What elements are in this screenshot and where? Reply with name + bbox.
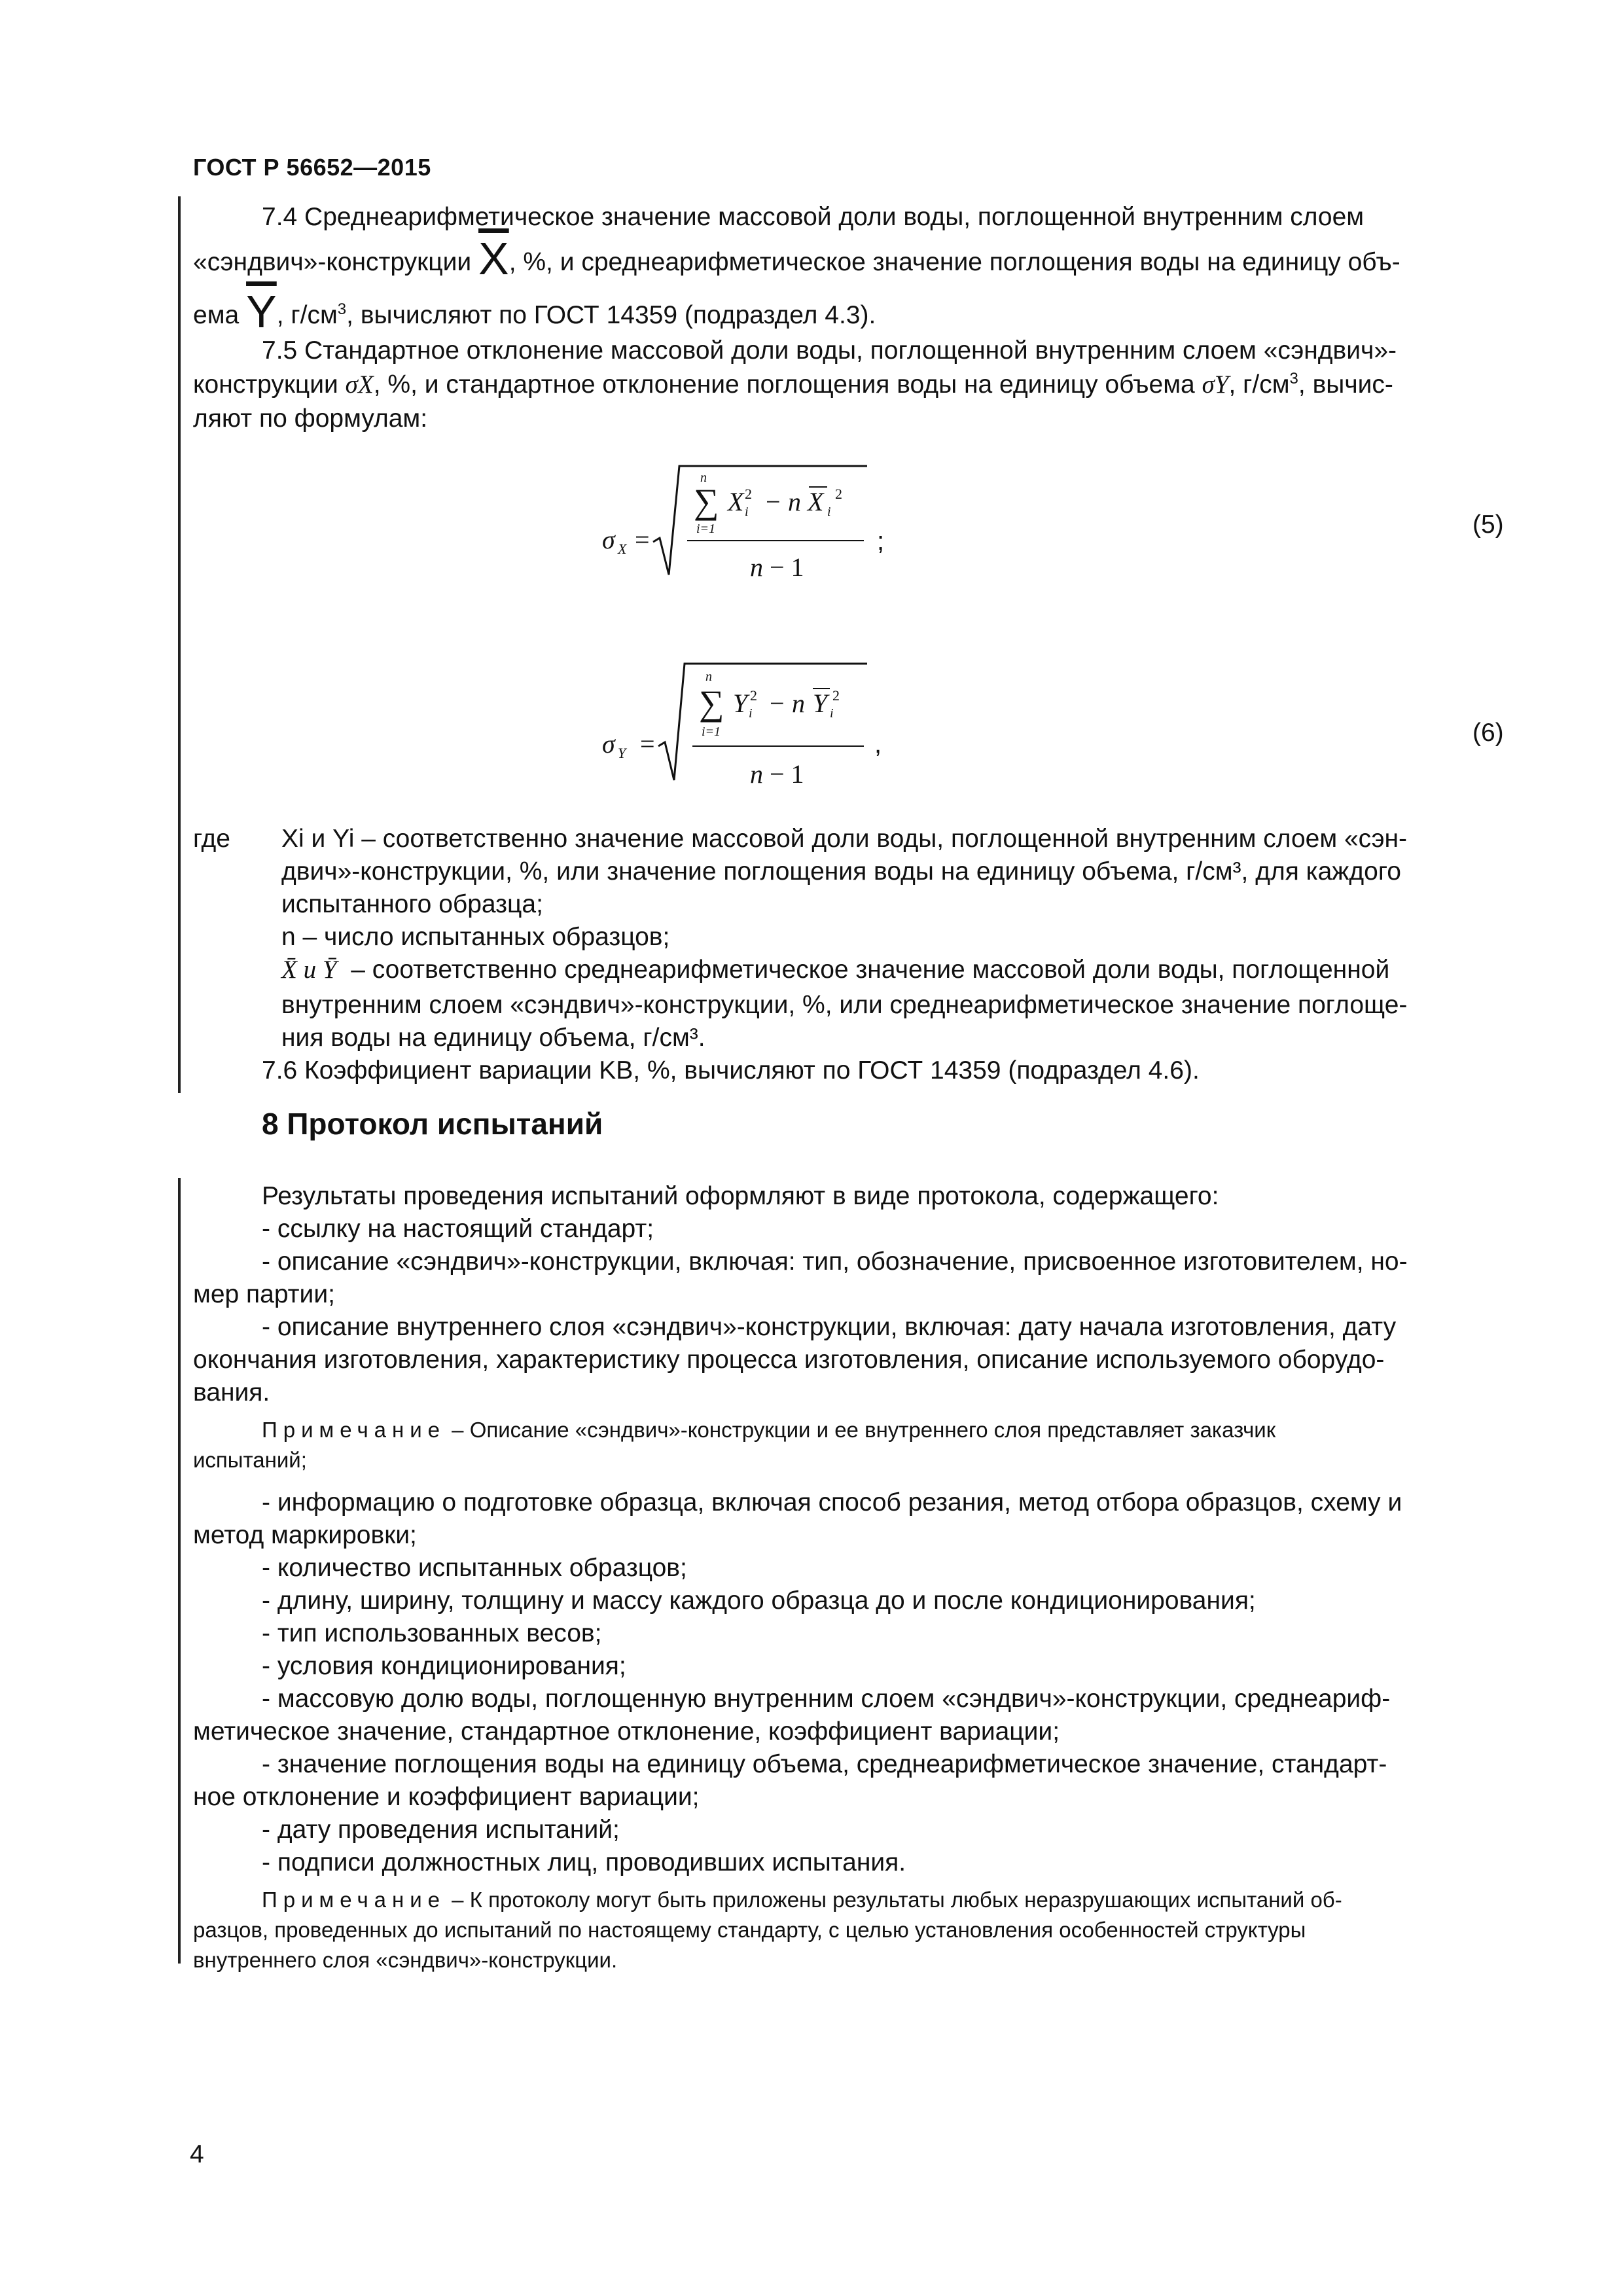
- svg-text:2: 2: [832, 687, 840, 704]
- svg-text:i=1: i=1: [696, 522, 716, 536]
- p76: 7.6 Коэффициент вариации KB, %, вычисляют по ГОСТ 14359 (подраздел 4.6).: [262, 1056, 1200, 1085]
- p75-line1: 7.5 Стандартное отклонение массовой доли воды, поглощенной внутренним слоем «сэндвич»-: [262, 336, 1397, 365]
- s8-intro: Результаты проведения испытаний оформляют в виде протокола, содержащего:: [262, 1182, 1219, 1210]
- s8-item: - описание «сэндвич»-конструкции, включая: тип, обозначение, присвоенное изготовителем, но-: [262, 1247, 1408, 1276]
- change-bar: [178, 622, 181, 1093]
- svg-text:Y: Y: [813, 689, 828, 718]
- where-d2: n – число испытанных образцов;: [281, 923, 670, 951]
- s8-item: - количество испытанных образцов;: [262, 1554, 687, 1582]
- formula-5: [576, 458, 903, 589]
- svg-text:,: ,: [874, 730, 882, 759]
- x-bar-symbol: $\overline{X}$: [478, 233, 509, 284]
- svg-text:2: 2: [745, 486, 752, 502]
- p74-line2: «сэндвич»-конструкции $\overline{X}$, %, и среднеарифметическое значение поглощения воды на единицу объ-: [193, 233, 1400, 284]
- svg-text:σ: σ: [602, 729, 615, 759]
- where-d3-line2: внутренним слоем «сэндвич»-конструкции, %, или среднеарифметическое значение поглоще-: [281, 991, 1408, 1019]
- svg-text:i: i: [749, 706, 753, 721]
- page-header: ГОСТ Р 56652—2015: [193, 154, 431, 181]
- s8-item: - длину, ширину, толщину и массу каждого образца до и после кондиционирования;: [262, 1587, 1256, 1615]
- s8-item-cont: вания.: [193, 1378, 270, 1407]
- s8-item: - ссылку на настоящий стандарт;: [262, 1215, 654, 1243]
- s8-item: - условия кондиционирования;: [262, 1652, 626, 1680]
- section-8-heading: 8 Протокол испытаний: [262, 1107, 603, 1141]
- svg-text:=: =: [640, 729, 655, 759]
- svg-text:−: −: [770, 689, 785, 718]
- s8-item-cont: мер партии;: [193, 1280, 335, 1308]
- svg-text:X: X: [618, 541, 627, 557]
- note-2-line2: разцов, проведенных до испытаний по настоящему стандарту, с целью установления особенностей структуры: [193, 1918, 1306, 1942]
- s8-item-cont: окончания изготовления, характеристику процесса изготовления, описание используемого оборудо-: [193, 1346, 1385, 1374]
- s8-item-cont: метод маркировки;: [193, 1521, 417, 1549]
- change-bar: [178, 1178, 181, 1964]
- svg-text:2: 2: [835, 486, 842, 502]
- y-bar-symbol: $\overline{Y}$: [246, 286, 277, 337]
- svg-text:i: i: [827, 505, 831, 519]
- s8-item: - подписи должностных лиц, проводивших испытания.: [262, 1848, 906, 1876]
- svg-text:n: n: [700, 471, 707, 485]
- svg-text:i: i: [830, 706, 834, 721]
- s8-item: - значение поглощения воды на единицу объема, среднеарифметическое значение, стандарт-: [262, 1750, 1387, 1778]
- s8-item: - массовую долю воды, поглощенную внутренним слоем «сэндвич»-конструкции, среднеариф-: [262, 1685, 1391, 1713]
- note-2-line3: внутреннего слоя «сэндвич»-конструкции.: [193, 1948, 618, 1972]
- s8-item: - тип использованных весов;: [262, 1619, 602, 1647]
- formula-6: [576, 655, 903, 792]
- note-2: Примечание – К протоколу могут быть приложены результаты любых неразрушающих испытаний об-: [262, 1888, 1342, 1912]
- formula-6-number: (6): [1472, 719, 1504, 747]
- where-d3-line1: X̄ и Ȳ – соответственно среднеарифметическое значение массовой доли воды, поглощенной: [281, 956, 1390, 984]
- svg-text:− 1: − 1: [770, 759, 804, 789]
- svg-text:n: n: [792, 689, 805, 718]
- where-d1-line3: испытанного образца;: [281, 890, 543, 918]
- svg-text:−: −: [766, 487, 781, 516]
- svg-text:;: ;: [877, 527, 885, 556]
- svg-text:∑: ∑: [694, 482, 719, 521]
- p75-line3: ляют по формулам:: [193, 404, 428, 433]
- where-d1-line1: Xi и Yi – соответственно значение массовой доли воды, поглощенной внутренним слоем «сэн-: [281, 825, 1408, 853]
- svg-text:X: X: [728, 487, 744, 516]
- p74-line3: ема $\overline{Y}$, $г/см^3$, вычисляют по ГОСТ 14359 (подраздел 4.3).: [193, 286, 876, 337]
- p75-line2: конструкции σX, %, и стандартное отклонение поглощения воды на единицу объема σY, $г/см^3$, вычис-: [193, 370, 1393, 399]
- s8-item-cont: ное отклонение и коэффициент вариации;: [193, 1783, 700, 1811]
- svg-text:∑: ∑: [699, 683, 724, 723]
- svg-text:Y: Y: [733, 689, 748, 718]
- s8-item: - дату проведения испытаний;: [262, 1816, 620, 1844]
- p74-line1: 7.4 Среднеарифметическое значение массовой доли воды, поглощенной внутренним слоем: [262, 203, 1364, 231]
- svg-text:i=1: i=1: [702, 725, 721, 739]
- svg-text:σ: σ: [602, 525, 615, 554]
- page-number: 4: [190, 2140, 204, 2168]
- svg-text:Y: Y: [618, 745, 626, 761]
- where-d3-line3: ния воды на единицу объема, г/см³.: [281, 1024, 705, 1052]
- svg-text:=: =: [635, 525, 650, 554]
- svg-text:2: 2: [750, 687, 757, 704]
- svg-text:n: n: [788, 487, 801, 516]
- svg-text:n: n: [750, 552, 763, 582]
- s8-item-cont: метическое значение, стандартное отклонение, коэффициент вариации;: [193, 1717, 1060, 1746]
- where-label: где: [193, 825, 230, 853]
- where-d1-line2: двич»-конструкции, %, или значение поглощения воды на единицу объема, г/см³, для каждого: [281, 857, 1401, 886]
- note-1-line2: испытаний;: [193, 1448, 307, 1472]
- svg-text:i: i: [745, 505, 749, 519]
- svg-text:X: X: [808, 487, 824, 516]
- s8-item: - описание внутреннего слоя «сэндвич»-конструкции, включая: дату начала изготовления, дату: [262, 1313, 1397, 1341]
- formula-5-number: (5): [1472, 511, 1504, 539]
- s8-item: - информацию о подготовке образца, включая способ резания, метод отбора образцов, схему и: [262, 1488, 1402, 1516]
- svg-text:n: n: [705, 670, 712, 684]
- change-bar: [178, 196, 181, 628]
- svg-text:n: n: [750, 759, 763, 789]
- svg-text:− 1: − 1: [770, 552, 804, 582]
- note-1: Примечание – Описание «сэндвич»-конструкции и ее внутреннего слоя представляет заказчик: [262, 1418, 1276, 1442]
